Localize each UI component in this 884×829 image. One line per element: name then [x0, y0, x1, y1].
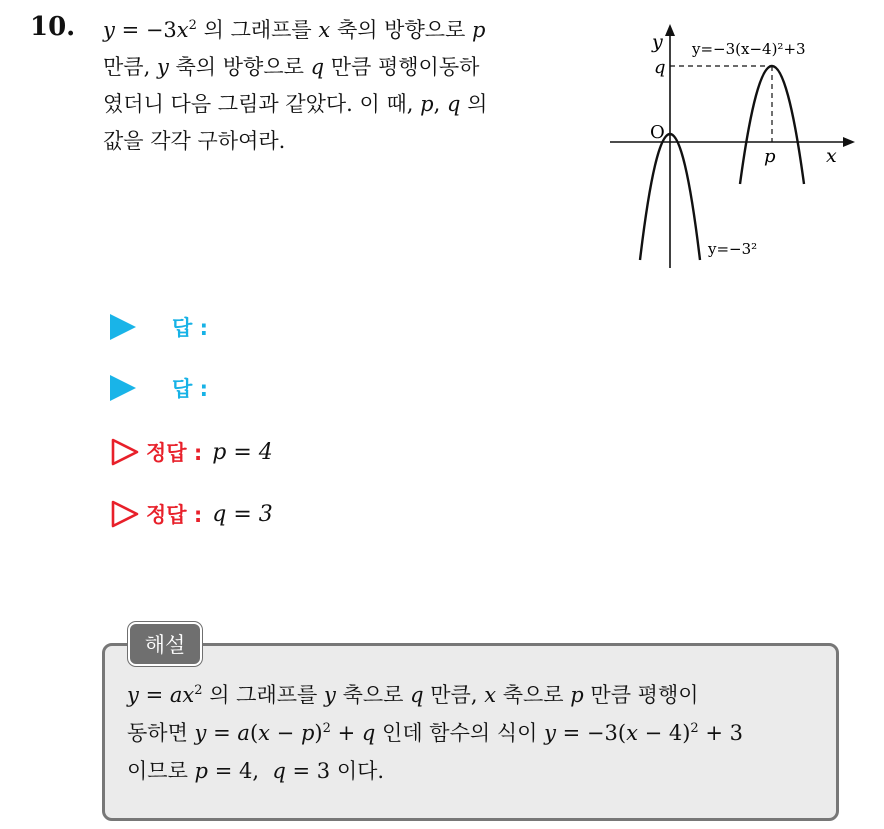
- answer-outline-arrow-icon: [110, 437, 140, 467]
- q-label: q: [654, 57, 666, 78]
- solution-text: $y = ax^2$ 의 그래프를 y 축으로 q 만큼, x 축으로 p 만큼 평행이 동하면 $y = a(x - p)^2 + q$ 인데 함수의 식이 $y = -3(x - 4)^2 + 3$ 이므로 p = 4, q = 3 이다.: [127, 683, 744, 783]
- solution-tab: 해설: [128, 622, 202, 666]
- answer-outline-arrow-icon: [110, 499, 140, 529]
- parabola-graph: [600, 20, 860, 270]
- question-text: $y = -3x^2$ 의 그래프를 x 축의 방향으로 p 만큼, y 축의 방향으로 q 만큼 평행이동하 였더니 다음 그림과 같았다. 이 때, p, q 의 값을 각각 구하여라.: [103, 18, 488, 153]
- answer-row-1: [110, 307, 208, 347]
- y-axis-label: y: [652, 31, 663, 53]
- curve2-label: y=−3²: [708, 240, 758, 258]
- curve1-label: y=−3(x−4)²+3: [692, 40, 806, 58]
- origin-label: O: [650, 122, 665, 143]
- answer-arrow-icon: [110, 375, 136, 401]
- p-label: p: [764, 146, 776, 167]
- correct-answer-row-1: [110, 432, 273, 472]
- x-axis-label: x: [826, 145, 837, 167]
- question-number: 10.: [30, 12, 76, 42]
- solution-box: [102, 643, 839, 821]
- correct-answer-label: 정답 :: [146, 441, 203, 465]
- correct-answer-label: 정답 :: [146, 503, 203, 527]
- answer-row-2: [110, 368, 208, 408]
- correct-answer-value: p = 4: [212, 439, 273, 465]
- correct-answer-value: q = 3: [212, 501, 273, 527]
- answer-label: 답 :: [172, 377, 208, 401]
- answer-arrow-icon: [110, 314, 136, 340]
- answer-label: 답 :: [172, 316, 208, 340]
- correct-answer-row-2: [110, 494, 273, 534]
